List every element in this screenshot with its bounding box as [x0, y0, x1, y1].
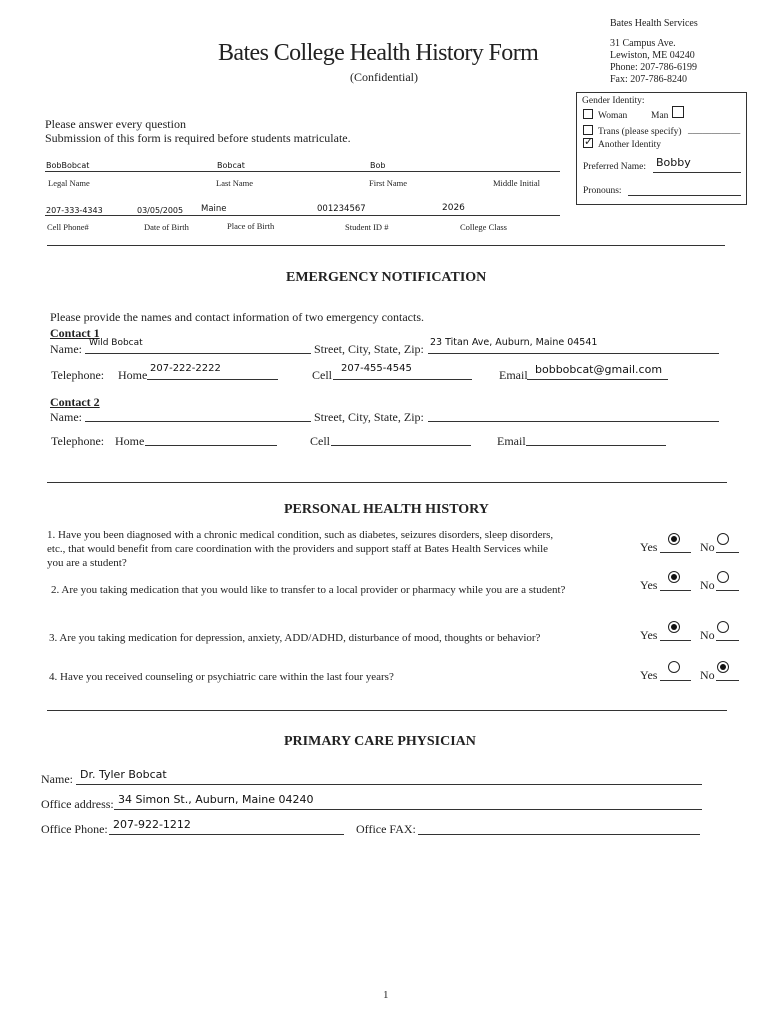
q4-no-radio[interactable]	[717, 661, 729, 673]
last-name-label: Last Name	[216, 178, 254, 188]
student-id-field[interactable]: 001234567	[317, 204, 366, 214]
contact1-home-underline	[147, 379, 278, 380]
trans-label: Trans (please specify)	[598, 127, 682, 137]
q4-yes-radio[interactable]	[668, 661, 680, 673]
woman-label: Woman	[598, 111, 628, 121]
contact1-name-label: Name:	[50, 342, 82, 356]
health-heading: PERSONAL HEALTH HISTORY	[284, 502, 489, 517]
contact1-email-underline	[527, 379, 668, 380]
q3-yes-label: Yes	[640, 628, 658, 642]
q2-no-label: No	[700, 578, 715, 592]
trans-checkbox[interactable]	[583, 125, 593, 135]
office-phone-label: Office Phone:	[41, 822, 108, 836]
contact1-home-label: Home	[118, 368, 148, 382]
contact2-home-field[interactable]	[145, 445, 277, 446]
pcp-name-label: Name:	[41, 772, 73, 786]
pronouns-label: Pronouns:	[583, 186, 622, 196]
student-name-underline	[45, 171, 560, 172]
contact1-name-field[interactable]: Wild Bobcat	[89, 338, 143, 348]
college-class-label: College Class	[460, 222, 507, 232]
contact2-address-label: Street, City, State, Zip:	[314, 410, 424, 424]
q2-no-underline	[716, 590, 739, 591]
last-name-field[interactable]: Bobcat	[217, 161, 245, 170]
contact2-address-field[interactable]	[428, 421, 719, 422]
first-name-label: First Name	[369, 178, 408, 188]
q2-no-radio[interactable]	[717, 571, 729, 583]
contact1-telephone-label: Telephone:	[51, 368, 105, 382]
office-fax-field[interactable]	[418, 834, 700, 835]
q3-yes-underline	[660, 640, 691, 641]
org-address-block	[610, 18, 698, 86]
cell-phone-field[interactable]: 207-333-4343	[46, 206, 103, 215]
q4-yes-underline	[660, 680, 691, 681]
emergency-intro: Please provide the names and contact information of two emergency contacts.	[50, 310, 424, 324]
trans-specify-blank[interactable]: ___________	[688, 126, 741, 136]
contact2-name-field[interactable]	[85, 421, 311, 422]
pob-label: Place of Birth	[227, 221, 275, 231]
dob-label: Date of Birth	[144, 222, 189, 232]
org-phone: Phone: 207-786-6199	[610, 62, 697, 73]
contact2-email-field[interactable]	[526, 445, 666, 446]
office-phone-field[interactable]: 207-922-1212	[113, 818, 191, 831]
q1-yes-underline	[660, 552, 691, 553]
org-address-line2: Lewiston, ME 04240	[610, 50, 695, 61]
contact2-cell-field[interactable]	[331, 445, 471, 446]
contact2-name-label: Name:	[50, 410, 82, 424]
pcp-name-underline	[76, 784, 702, 785]
man-label: Man	[651, 111, 669, 121]
student-id-label: Student ID #	[345, 222, 389, 232]
pcp-name-field[interactable]: Dr. Tyler Bobcat	[80, 768, 167, 781]
form-title: Bates College Health History Form	[218, 40, 539, 66]
cell-phone-label: Cell Phone#	[47, 222, 89, 232]
contact1-home-field[interactable]: 207-222-2222	[150, 363, 221, 374]
q1-yes-label: Yes	[640, 540, 658, 554]
contact2-cell-label: Cell	[310, 434, 330, 448]
contact1-email-label: Email	[499, 368, 528, 382]
section-divider	[47, 245, 725, 246]
office-address-label: Office address:	[41, 797, 114, 811]
page-number: 1	[383, 989, 389, 1001]
office-address-field[interactable]: 34 Simon St., Auburn, Maine 04240	[118, 793, 314, 806]
section-divider	[47, 710, 727, 711]
question-1-line2: etc., that would benefit from care coordination with the providers and support staff at Bates Health Services while	[47, 543, 549, 555]
contact1-email-field[interactable]: bobbobcat@gmail.com	[535, 363, 663, 376]
q1-no-underline	[716, 552, 739, 553]
q2-yes-radio[interactable]	[668, 571, 680, 583]
q4-no-underline	[716, 680, 739, 681]
q2-yes-label: Yes	[640, 578, 658, 592]
contact2-home-label: Home	[115, 434, 145, 448]
contact1-cell-field[interactable]: 207-455-4545	[341, 363, 412, 374]
middle-initial-label: Middle Initial	[493, 178, 540, 188]
form-subtitle: (Confidential)	[350, 70, 418, 84]
woman-checkbox[interactable]	[583, 109, 593, 119]
contact1-address-underline	[428, 353, 719, 354]
gender-identity-label: Gender Identity:	[582, 96, 645, 106]
question-1-line3: you are a student?	[47, 557, 127, 569]
contact2-telephone-label: Telephone:	[51, 434, 105, 448]
another-identity-checkbox[interactable]	[583, 138, 593, 148]
preferred-name-label: Preferred Name:	[583, 162, 647, 172]
contact2-email-label: Email	[497, 434, 526, 448]
preferred-name-field[interactable]: Bobby	[656, 156, 691, 169]
pob-field[interactable]: Maine	[201, 204, 227, 214]
pronouns-field[interactable]	[628, 195, 741, 196]
emergency-heading: EMERGENCY NOTIFICATION	[286, 270, 487, 285]
legal-name-label: Legal Name	[48, 178, 90, 188]
contact1-address-label: Street, City, State, Zip:	[314, 342, 424, 356]
another-identity-label: Another Identity	[598, 140, 662, 150]
college-class-field[interactable]: 2026	[442, 203, 465, 213]
question-1-line1: 1. Have you been diagnosed with a chronic medical condition, such as diabetes, seizures disorders, sleep disorders,	[47, 529, 554, 541]
q1-no-radio[interactable]	[717, 533, 729, 545]
section-divider	[47, 482, 727, 483]
dob-field[interactable]: 03/05/2005	[137, 206, 184, 215]
org-name: Bates Health Services	[610, 18, 698, 29]
q2-yes-underline	[660, 590, 691, 591]
question-4: 4. Have you received counseling or psychiatric care within the last four years?	[49, 671, 394, 683]
org-fax: Fax: 207-786-8240	[610, 74, 687, 85]
q3-no-radio[interactable]	[717, 621, 729, 633]
legal-name-field[interactable]: BobBobcat	[46, 161, 90, 170]
org-address-line1: 31 Campus Ave.	[610, 38, 676, 49]
instruction-line2: Submission of this form is required before students matriculate.	[45, 131, 351, 145]
pcp-heading: PRIMARY CARE PHYSICIAN	[284, 734, 476, 749]
q3-no-underline	[716, 640, 739, 641]
q1-no-label: No	[700, 540, 715, 554]
question-2: 2. Are you taking medication that you would like to transfer to a local provider or pharmacy while you are a student?	[51, 584, 566, 596]
man-checkbox[interactable]	[672, 106, 684, 118]
question-3: 3. Are you taking medication for depression, anxiety, ADD/ADHD, disturbance of mood, thoughts or behavior?	[49, 632, 541, 644]
first-name-field[interactable]: Bob	[370, 161, 386, 170]
office-fax-label: Office FAX:	[356, 822, 416, 836]
contact1-name-underline	[85, 353, 311, 354]
q1-yes-radio[interactable]	[668, 533, 680, 545]
preferred-name-underline	[653, 172, 741, 173]
q4-no-label: No	[700, 668, 715, 682]
instruction-line1: Please answer every question	[45, 117, 186, 131]
q4-yes-label: Yes	[640, 668, 658, 682]
student-info-underline	[45, 215, 560, 216]
q3-yes-radio[interactable]	[668, 621, 680, 633]
contact1-address-field[interactable]: 23 Titan Ave, Auburn, Maine 04541	[430, 337, 598, 348]
contact1-label: Contact 1	[50, 326, 100, 340]
contact1-cell-label: Cell	[312, 368, 332, 382]
office-phone-underline	[109, 834, 344, 835]
office-address-underline	[114, 809, 702, 810]
contact2-label: Contact 2	[50, 395, 100, 409]
q3-no-label: No	[700, 628, 715, 642]
contact1-cell-underline	[333, 379, 472, 380]
